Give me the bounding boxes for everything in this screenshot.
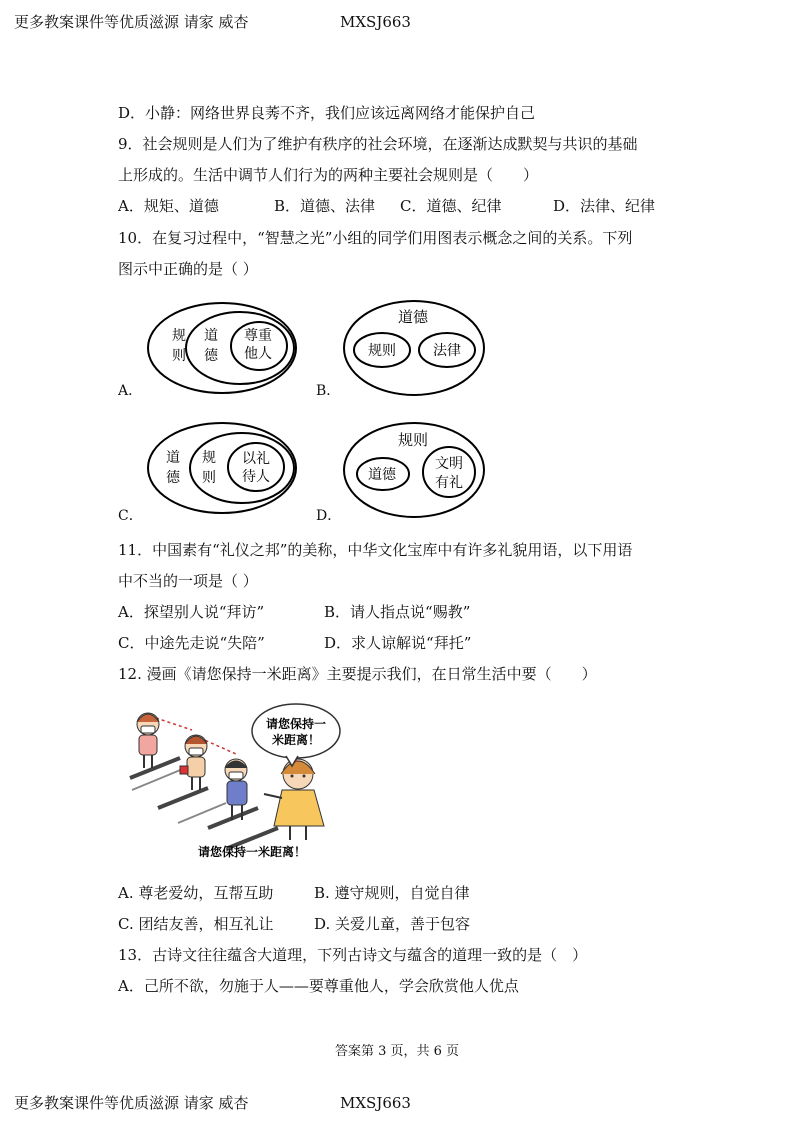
footer-banner-code: MXSJ663 xyxy=(340,1094,411,1112)
q12-stem: 12. 漫画《请您保持一米距离》主要提示我们，在日常生活中要（ ） xyxy=(118,665,597,683)
q9-option-a: A．规矩、道德 xyxy=(118,197,219,215)
diagram-b xyxy=(340,298,490,398)
diagram-a-middle-1: 道 xyxy=(204,328,218,344)
q13-stem: 13．古诗文往往蕴含大道理，下列古诗文与蕴含的道理一致的是（ ） xyxy=(118,946,588,964)
bubble-line-2: 米距离！ xyxy=(272,733,321,747)
page-footer-banner xyxy=(14,1093,411,1113)
person-4 xyxy=(264,757,324,840)
diagram-d-top: 规则 xyxy=(398,431,429,449)
cartoon-caption: 请您保持一米距离！ xyxy=(198,845,307,859)
diagram-d-left: 道德 xyxy=(368,467,396,483)
diagram-b-label: B． xyxy=(316,383,341,399)
diagram-a-outer-ellipse xyxy=(148,303,296,393)
q12-option-a: A. 尊老爱幼，互帮互助 xyxy=(118,884,274,902)
diagram-a xyxy=(144,300,300,396)
page-header xyxy=(14,12,411,32)
q11-stem-line1: 11．中国素有“礼仪之邦”的美称，中华文化宝库中有许多礼貌用语，以下用语 xyxy=(118,541,633,559)
person-3 xyxy=(225,759,247,820)
diagram-c-outer-2: 德 xyxy=(166,470,180,486)
diagram-a-inner-2: 他人 xyxy=(244,346,272,362)
diagram-c xyxy=(144,420,300,516)
cartoon-illustration xyxy=(118,698,343,868)
q11-option-d: D．求人谅解说“拜托” xyxy=(324,634,472,652)
floor-line xyxy=(158,788,208,808)
diagram-a-label: A． xyxy=(118,383,143,399)
diagram-b-right: 法律 xyxy=(433,343,461,359)
diagram-b-left: 规则 xyxy=(368,343,396,359)
diagram-a-outer-1: 规 xyxy=(172,328,186,344)
speech-bubble xyxy=(252,704,340,766)
diagram-b-top: 道德 xyxy=(398,308,429,326)
q10-stem-line2: 图示中正确的是（ ） xyxy=(118,260,258,278)
distance-arrow xyxy=(156,718,192,730)
footer-banner-text: 更多教案课件等优质滋源 请家 威杏 xyxy=(14,1094,249,1112)
floor-line xyxy=(130,758,180,778)
diagram-a-inner-1: 尊重 xyxy=(244,328,272,344)
diagram-c-middle-ellipse xyxy=(190,433,294,503)
q12-option-b: B. 遵守规则，自觉自律 xyxy=(314,884,470,902)
diagram-a-outer-2: 则 xyxy=(172,348,186,364)
diagram-d-label: D． xyxy=(316,508,342,524)
q9-option-c: C．道德、纪律 xyxy=(400,197,502,215)
q12-option-c: C. 团结友善，相互礼让 xyxy=(118,915,274,933)
q11-option-c: C．中途先走说“失陪” xyxy=(118,634,265,652)
bubble-line-1: 请您保持一 xyxy=(266,717,327,731)
q11-option-b: B．请人指点说“赐教” xyxy=(324,603,471,621)
q11-stem-line2: 中不当的一项是（ ） xyxy=(118,572,258,590)
diagram-a-middle-ellipse xyxy=(186,312,294,384)
diagram-c-outer-1: 道 xyxy=(166,450,180,466)
diagram-d xyxy=(340,420,490,520)
diagram-a-middle-2: 德 xyxy=(204,348,218,364)
q9-option-d: D．法律、纪律 xyxy=(553,197,656,215)
header-text: 更多教案课件等优质滋源 请家 威杏 xyxy=(14,13,249,31)
q9-stem-line2: 上形成的。生活中调节人们行为的两种主要社会规则是（ ） xyxy=(118,166,539,184)
person-2 xyxy=(180,735,207,790)
q10-stem-line1: 10．在复习过程中，“智慧之光”小组的同学们用图表示概念之间的关系。下列 xyxy=(118,229,633,247)
diagram-c-middle-2: 则 xyxy=(202,470,216,486)
page-number: 答案第 3 页，共 6 页 xyxy=(334,1044,460,1059)
diagram-c-label: C． xyxy=(118,508,143,524)
header-code: MXSJ663 xyxy=(340,13,411,31)
q8-option-d: D．小静：网络世界良莠不齐，我们应该远离网络才能保护自己 xyxy=(118,104,536,122)
q11-option-a: A．探望别人说“拜访” xyxy=(118,603,265,621)
diagram-d-right-1: 文明 xyxy=(435,456,463,472)
q9-option-b: B．道德、法律 xyxy=(274,197,376,215)
q9-stem-line1: 9．社会规则是人们为了维护有秩序的社会环境，在逐渐达成默契与共识的基础 xyxy=(118,135,638,153)
person-1 xyxy=(137,713,159,768)
diagram-c-inner-2: 待人 xyxy=(242,469,270,485)
diagram-d-right-2: 有礼 xyxy=(435,475,463,491)
diagram-c-middle-1: 规 xyxy=(202,450,216,466)
floor-line xyxy=(178,803,226,823)
diagram-c-inner-1: 以礼 xyxy=(242,451,270,467)
q13-option-a: A．己所不欲，勿施于人——要尊重他人，学会欣赏他人优点 xyxy=(118,977,519,995)
q12-option-d: D. 关爱儿童，善于包容 xyxy=(314,915,471,933)
